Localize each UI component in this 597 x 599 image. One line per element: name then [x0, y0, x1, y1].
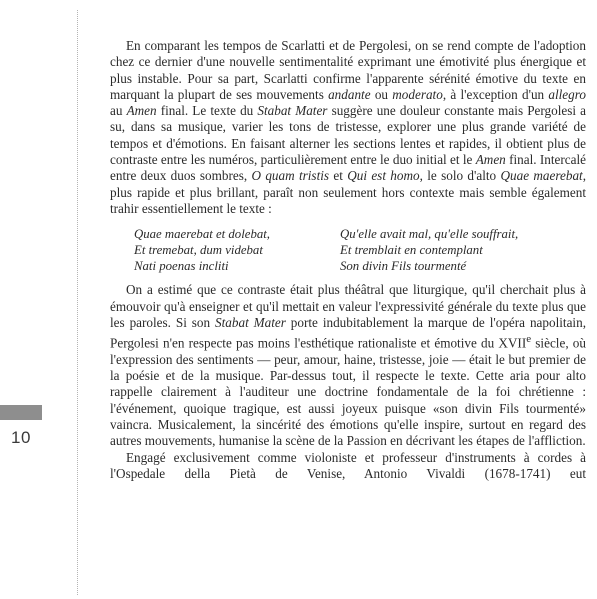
- italic-text: allegro: [548, 86, 586, 102]
- verse-latin-line: Et tremebat, dum videbat: [134, 243, 263, 258]
- italic-text: Amen: [126, 103, 157, 119]
- paragraph: [110, 38, 586, 217]
- page-number: 10: [11, 428, 31, 447]
- text-run: suggère une douleur constante mais Pergolesi a su, dans sa musique, varier les tons de tristesse, explorer une plus grande variété de tempos et d'émotions. En faisant alterner les sections lentes et rapides, il obtient plus de contraste entre les numéros, particulièrement entre le duo initial et le: [110, 103, 587, 168]
- text-run: , à l'exception d'un: [442, 86, 549, 102]
- verse-french-line: Qu'elle avait mal, qu'elle souffrait,: [340, 227, 519, 242]
- paragraph: [110, 450, 586, 483]
- italic-text: Qui est homo: [347, 168, 420, 184]
- italic-text: Stabat Mater: [215, 314, 286, 330]
- verse-latin-line: Nati poenas incliti: [134, 259, 229, 274]
- text-run: au: [110, 103, 127, 119]
- italic-text: O quam tristis: [251, 168, 330, 184]
- text-run: final. Le texte du: [156, 103, 258, 119]
- verse-latin-line: Quae maerebat et dolebat,: [134, 227, 270, 242]
- paragraphs-before-verse: [110, 38, 586, 217]
- text-run: siècle, où l'expression des sentiments — peur, amour, haine, tristesse, joie — était le but premier de la poésie et de la musique. Par-dessus tout, il respecte le texte. Cette aria pour alto rappelle clairement à l'auditeur une doctrine fondamentale de la foi chrétienne : l'événement, quoique tragique, est aussi joyeux puisque «son divin Fils tourmenté» vaincra. Musicalement, la sincérité des émotions qu'elle inspire, surtout en regard des autres mouvements, humanise la scène de la Passion en décrivant les étapes de l'affliction.: [110, 335, 586, 449]
- text-run: et: [329, 168, 348, 184]
- italic-text: moderato: [392, 86, 443, 102]
- verse-quote: [134, 226, 586, 274]
- text-run: En comparant les tempos de Scarlatti et de Pergolesi, on se rend compte de l'adoption chez ce dernier d'une nouvelle sentimentalité exprimant une émotivité plus énergique et plus instable. Pour sa part, Scarlatti confirme l'apparente sérénité émotive du texte en marquant la plupart de ses mouvements: [110, 38, 586, 102]
- text-run: , le solo d'alto: [419, 168, 501, 184]
- paragraphs-after-verse: [110, 282, 586, 482]
- text-run: Engagé exclusivement comme violoniste et professeur d'instruments à cordes à l'Ospedale della Pietà de Venise, Antonio Vivaldi (1678-1741) eut: [110, 449, 586, 481]
- text-run: , plus rapide et plus brillant, paraît non seulement hors contexte mais semble également trahir essentiellement le texte :: [110, 168, 586, 216]
- verse-french-line: Et tremblait en contemplant: [340, 243, 483, 258]
- verse-french-line: Son divin Fils tourmenté: [340, 259, 467, 274]
- text-run: final. Intercalé entre deux duos sombres,: [110, 152, 586, 184]
- superscript-text: e: [526, 333, 532, 346]
- text-run: porte indubitablement la marque de l'opéra napolitain, Pergolesi n'en respecte pas moins l'esthétique rationaliste et émotive du XVII: [110, 314, 586, 351]
- article-text: [110, 38, 586, 482]
- margin-dotted-rule: [77, 10, 78, 595]
- page-tab-marker: [0, 405, 42, 420]
- italic-text: andante: [328, 86, 371, 102]
- italic-text: Quae maerebat: [500, 168, 583, 184]
- italic-text: Stabat Mater: [257, 103, 328, 119]
- text-run: On a estimé que ce contraste était plus théâtral que liturgique, qu'il cherchait plus à émouvoir qu'à enseigner et qu'il mettait en valeur l'expressivité générale du texte plus que les paroles. Si son: [110, 282, 586, 330]
- paragraph: [110, 282, 586, 449]
- text-run: ou: [370, 86, 393, 102]
- italic-text: Amen: [475, 152, 506, 168]
